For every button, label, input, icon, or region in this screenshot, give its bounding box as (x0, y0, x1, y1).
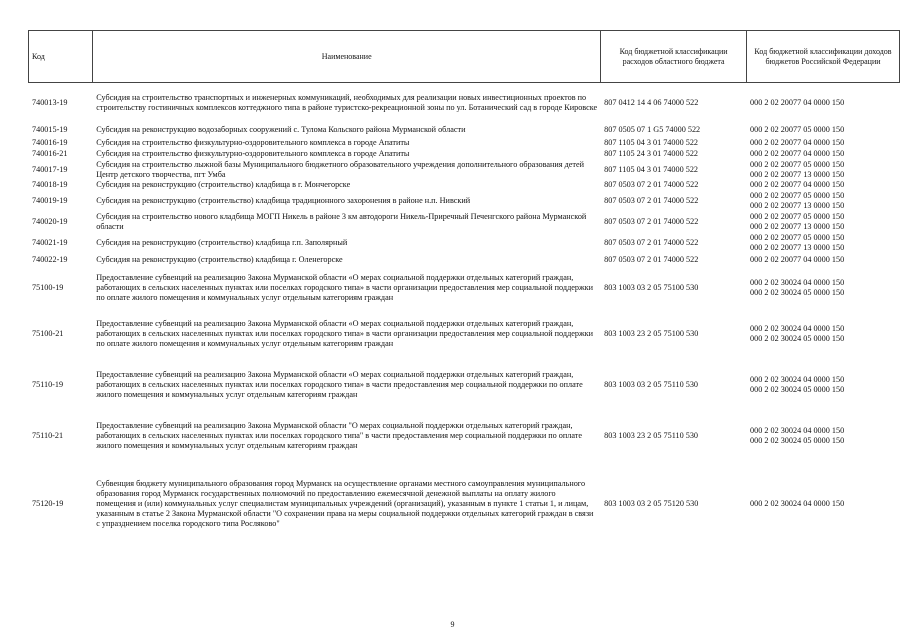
income-code: 000 2 02 20077 05 0000 150 (750, 233, 845, 242)
income-code: 000 2 02 30024 05 0000 150 (750, 436, 845, 445)
row-code: 740015-19 (32, 125, 68, 134)
row-name: Субсидия на строительство лыжной базы Муниципального бюджетного образовательного учреждения дополнительного образования детей Центр детского творчества, пгт Умба (96, 159, 584, 179)
header-income-code: Код бюджетной классификации доходов бюджетов Российской Федерации (747, 31, 900, 83)
row-expense-code: 803 1003 23 2 05 75110 530 (604, 431, 699, 440)
income-code: 000 2 02 20077 13 0000 150 (750, 169, 845, 179)
row-income-codes (747, 191, 900, 211)
table-row (29, 233, 900, 254)
table-row (29, 309, 900, 360)
row-code: 740020-19 (32, 216, 68, 226)
income-code: 000 2 02 20077 05 0000 150 (750, 190, 845, 200)
income-code: 000 2 02 20077 04 0000 150 (750, 97, 845, 107)
row-expense-code: 807 0503 07 2 01 74000 522 (604, 195, 699, 205)
row-income-codes (747, 233, 900, 254)
row-code: 740019-19 (32, 195, 68, 205)
row-income-codes (747, 123, 900, 138)
income-code: 000 2 02 30024 04 0000 150 (750, 375, 845, 384)
row-income-codes (747, 462, 900, 546)
table-row (29, 149, 900, 160)
income-code: 000 2 02 20077 05 0000 150 (750, 211, 845, 221)
income-code: 000 2 02 30024 04 0000 150 (750, 324, 845, 333)
table-header-row (29, 31, 900, 83)
row-code: 740022-19 (32, 255, 68, 264)
row-name: Субсидия на строительство физкультурно-оздоровительного комплекса в городе Апатиты (96, 149, 410, 158)
row-expense-code: 807 0412 14 4 06 74000 522 (604, 97, 699, 107)
income-code: 000 2 02 30024 05 0000 150 (750, 287, 845, 297)
income-code: 000 2 02 20077 13 0000 150 (750, 221, 845, 231)
row-expense-code: 807 1105 24 3 01 74000 522 (604, 149, 699, 158)
header-code: Код (29, 31, 93, 83)
row-income-codes (747, 83, 900, 123)
row-code: 740018-19 (32, 180, 68, 189)
row-code: 740013-19 (32, 97, 68, 107)
row-expense-code: 803 1003 03 2 05 75120 530 (604, 498, 699, 508)
document-page (28, 30, 900, 546)
row-income-codes (747, 254, 900, 267)
row-income-codes (747, 138, 900, 149)
income-code: 000 2 02 20077 04 0000 150 (750, 138, 845, 147)
row-code: 75100-21 (32, 329, 64, 338)
row-name: Субсидия на реконструкцию (строительство) кладбища г.п. Заполярный (96, 238, 348, 247)
row-name: Предоставление субвенций на реализацию Закона Мурманской области «О мерах социальной поддержки отдельных категорий граждан, работающих в сельских населенных пунктах или поселках городского типа» в части предоставления мер социальной поддержки по оплате жилого помещения и коммунальных услуг отдельным категориям граждан (96, 370, 583, 399)
row-code: 75100-19 (32, 282, 64, 292)
row-income-codes (747, 149, 900, 160)
row-name: Субсидия на реконструкцию (строительство) кладбища в г. Мончегорске (96, 180, 351, 189)
row-name: Предоставление субвенций на реализацию Закона Мурманской области "О мерах социальной поддержки отдельных категорий граждан, работающих в сельских населенных пунктах или поселках городского типа" в части предоставления мер социальной поддержки по оплате жилого помещения и коммунальных услуг отдельным категориям граждан (96, 421, 583, 450)
table-row (29, 160, 900, 180)
row-expense-code: 803 1003 03 2 05 75110 530 (604, 380, 699, 389)
row-income-codes (747, 180, 900, 191)
row-expense-code: 803 1003 03 2 05 75100 530 (604, 282, 699, 292)
table-row (29, 411, 900, 462)
row-expense-code: 807 0503 07 2 01 74000 522 (604, 255, 699, 264)
row-expense-code: 807 0505 07 1 G5 74000 522 (604, 125, 701, 134)
income-code: 000 2 02 20077 04 0000 150 (750, 180, 845, 189)
row-name: Субсидия на реконструкцию (строительство) кладбища г. Оленегорске (96, 255, 343, 264)
income-code: 000 2 02 20077 13 0000 150 (750, 200, 845, 210)
table-row (29, 180, 900, 191)
income-code: 000 2 02 30024 04 0000 150 (750, 277, 845, 287)
row-name: Субсидия на строительство транспортных и инженерных коммуникаций, необходимых для реализации новых инвестиционных проектов по строительству гостиничных комплексов коттеджного типа в районе туристско-рекреационной зоны по ул. Ботанический сад в городе Кировске (96, 92, 598, 112)
page-number: 9 (450, 620, 455, 629)
row-name: Субсидия на строительство нового кладбища МОГП Никель в районе 3 км автодороги Никель-Приречный Печенгского района Мурманской области (96, 211, 587, 231)
income-code: 000 2 02 30024 05 0000 150 (750, 385, 845, 394)
row-code: 740021-19 (32, 238, 68, 247)
income-code: 000 2 02 20077 05 0000 150 (750, 159, 845, 169)
row-expense-code: 807 1105 04 3 01 74000 522 (604, 164, 699, 174)
row-income-codes (747, 160, 900, 180)
income-code: 000 2 02 30024 04 0000 150 (750, 426, 845, 435)
row-name: Субсидия на реконструкцию (строительство) кладбища традиционного захоронения в районе н.п. Нивский (96, 195, 471, 205)
row-income-codes (747, 360, 900, 411)
row-expense-code: 807 0503 07 2 01 74000 522 (604, 238, 699, 247)
table-row (29, 123, 900, 138)
income-code: 000 2 02 20077 04 0000 150 (750, 149, 845, 158)
row-name: Субвенция бюджету муниципального образования город Мурманск на осуществление органами местного самоуправления муниципального образования город Мурманск государственных полномочий по предоставлению ежемесячной денежной выплаты на оплату жилого помещения и (или) коммунальных услуг специалистам муниципальных учреждений (организаций), указанным в пункте 1 статьи 1, и лицам, указанным в статье 2 Закона Мурманской области "О сохранении права на меры социальной поддержки отдельных категорий граждан в связи с упразднением поселка городского типа Росляково" (96, 478, 594, 528)
row-name: Субсидия на реконструкцию водозаборных сооружений с. Тулома Кольского района Мурманской области (96, 125, 466, 134)
row-code: 75110-21 (32, 431, 64, 440)
income-code: 000 2 02 20077 05 0000 150 (750, 125, 845, 134)
row-code: 740017-19 (32, 164, 68, 174)
row-income-codes (747, 211, 900, 233)
table-row (29, 462, 900, 546)
row-code: 75120-19 (32, 498, 64, 508)
budget-codes-table (28, 30, 900, 546)
income-code: 000 2 02 20077 13 0000 150 (750, 243, 845, 252)
header-name: Наименование (93, 31, 601, 83)
header-expense-code: Код бюджетной классификации расходов областного бюджета (601, 31, 747, 83)
row-code: 740016-21 (32, 149, 68, 158)
table-row (29, 211, 900, 233)
table-row (29, 191, 900, 211)
table-row (29, 360, 900, 411)
table-body (29, 83, 900, 546)
table-row (29, 138, 900, 149)
income-code: 000 2 02 30024 04 0000 150 (750, 498, 845, 508)
row-income-codes (747, 411, 900, 462)
row-income-codes (747, 309, 900, 360)
row-code: 740016-19 (32, 138, 68, 147)
income-code: 000 2 02 20077 04 0000 150 (750, 255, 845, 264)
row-expense-code: 807 1105 04 3 01 74000 522 (604, 138, 699, 147)
row-expense-code: 807 0503 07 2 01 74000 522 (604, 216, 699, 226)
table-row (29, 254, 900, 267)
table-row (29, 267, 900, 309)
table-row (29, 83, 900, 123)
income-code: 000 2 02 30024 05 0000 150 (750, 334, 845, 343)
row-code: 75110-19 (32, 380, 64, 389)
row-income-codes (747, 267, 900, 309)
row-expense-code: 807 0503 07 2 01 74000 522 (604, 180, 699, 189)
row-expense-code: 803 1003 23 2 05 75100 530 (604, 329, 699, 338)
row-name: Предоставление субвенций на реализацию Закона Мурманской области «О мерах социальной поддержки отдельных категорий граждан, работающих в сельских населенных пунктах или поселках городского типа» в части организации предоставления мер социальной поддержки по оплате жилого помещения и коммунальных услуг отдельным категориям граждан (96, 319, 593, 348)
row-name: Предоставление субвенций на реализацию Закона Мурманской области «О мерах социальной поддержки отдельных категорий граждан, работающих в сельских населенных пунктах или поселках городского типа» в части организации предоставления мер социальной поддержки по оплате жилого помещения и коммунальных услуг отдельным категориям граждан (96, 272, 593, 302)
row-name: Субсидия на строительство физкультурно-оздоровительного комплекса в городе Апатиты (96, 138, 410, 147)
